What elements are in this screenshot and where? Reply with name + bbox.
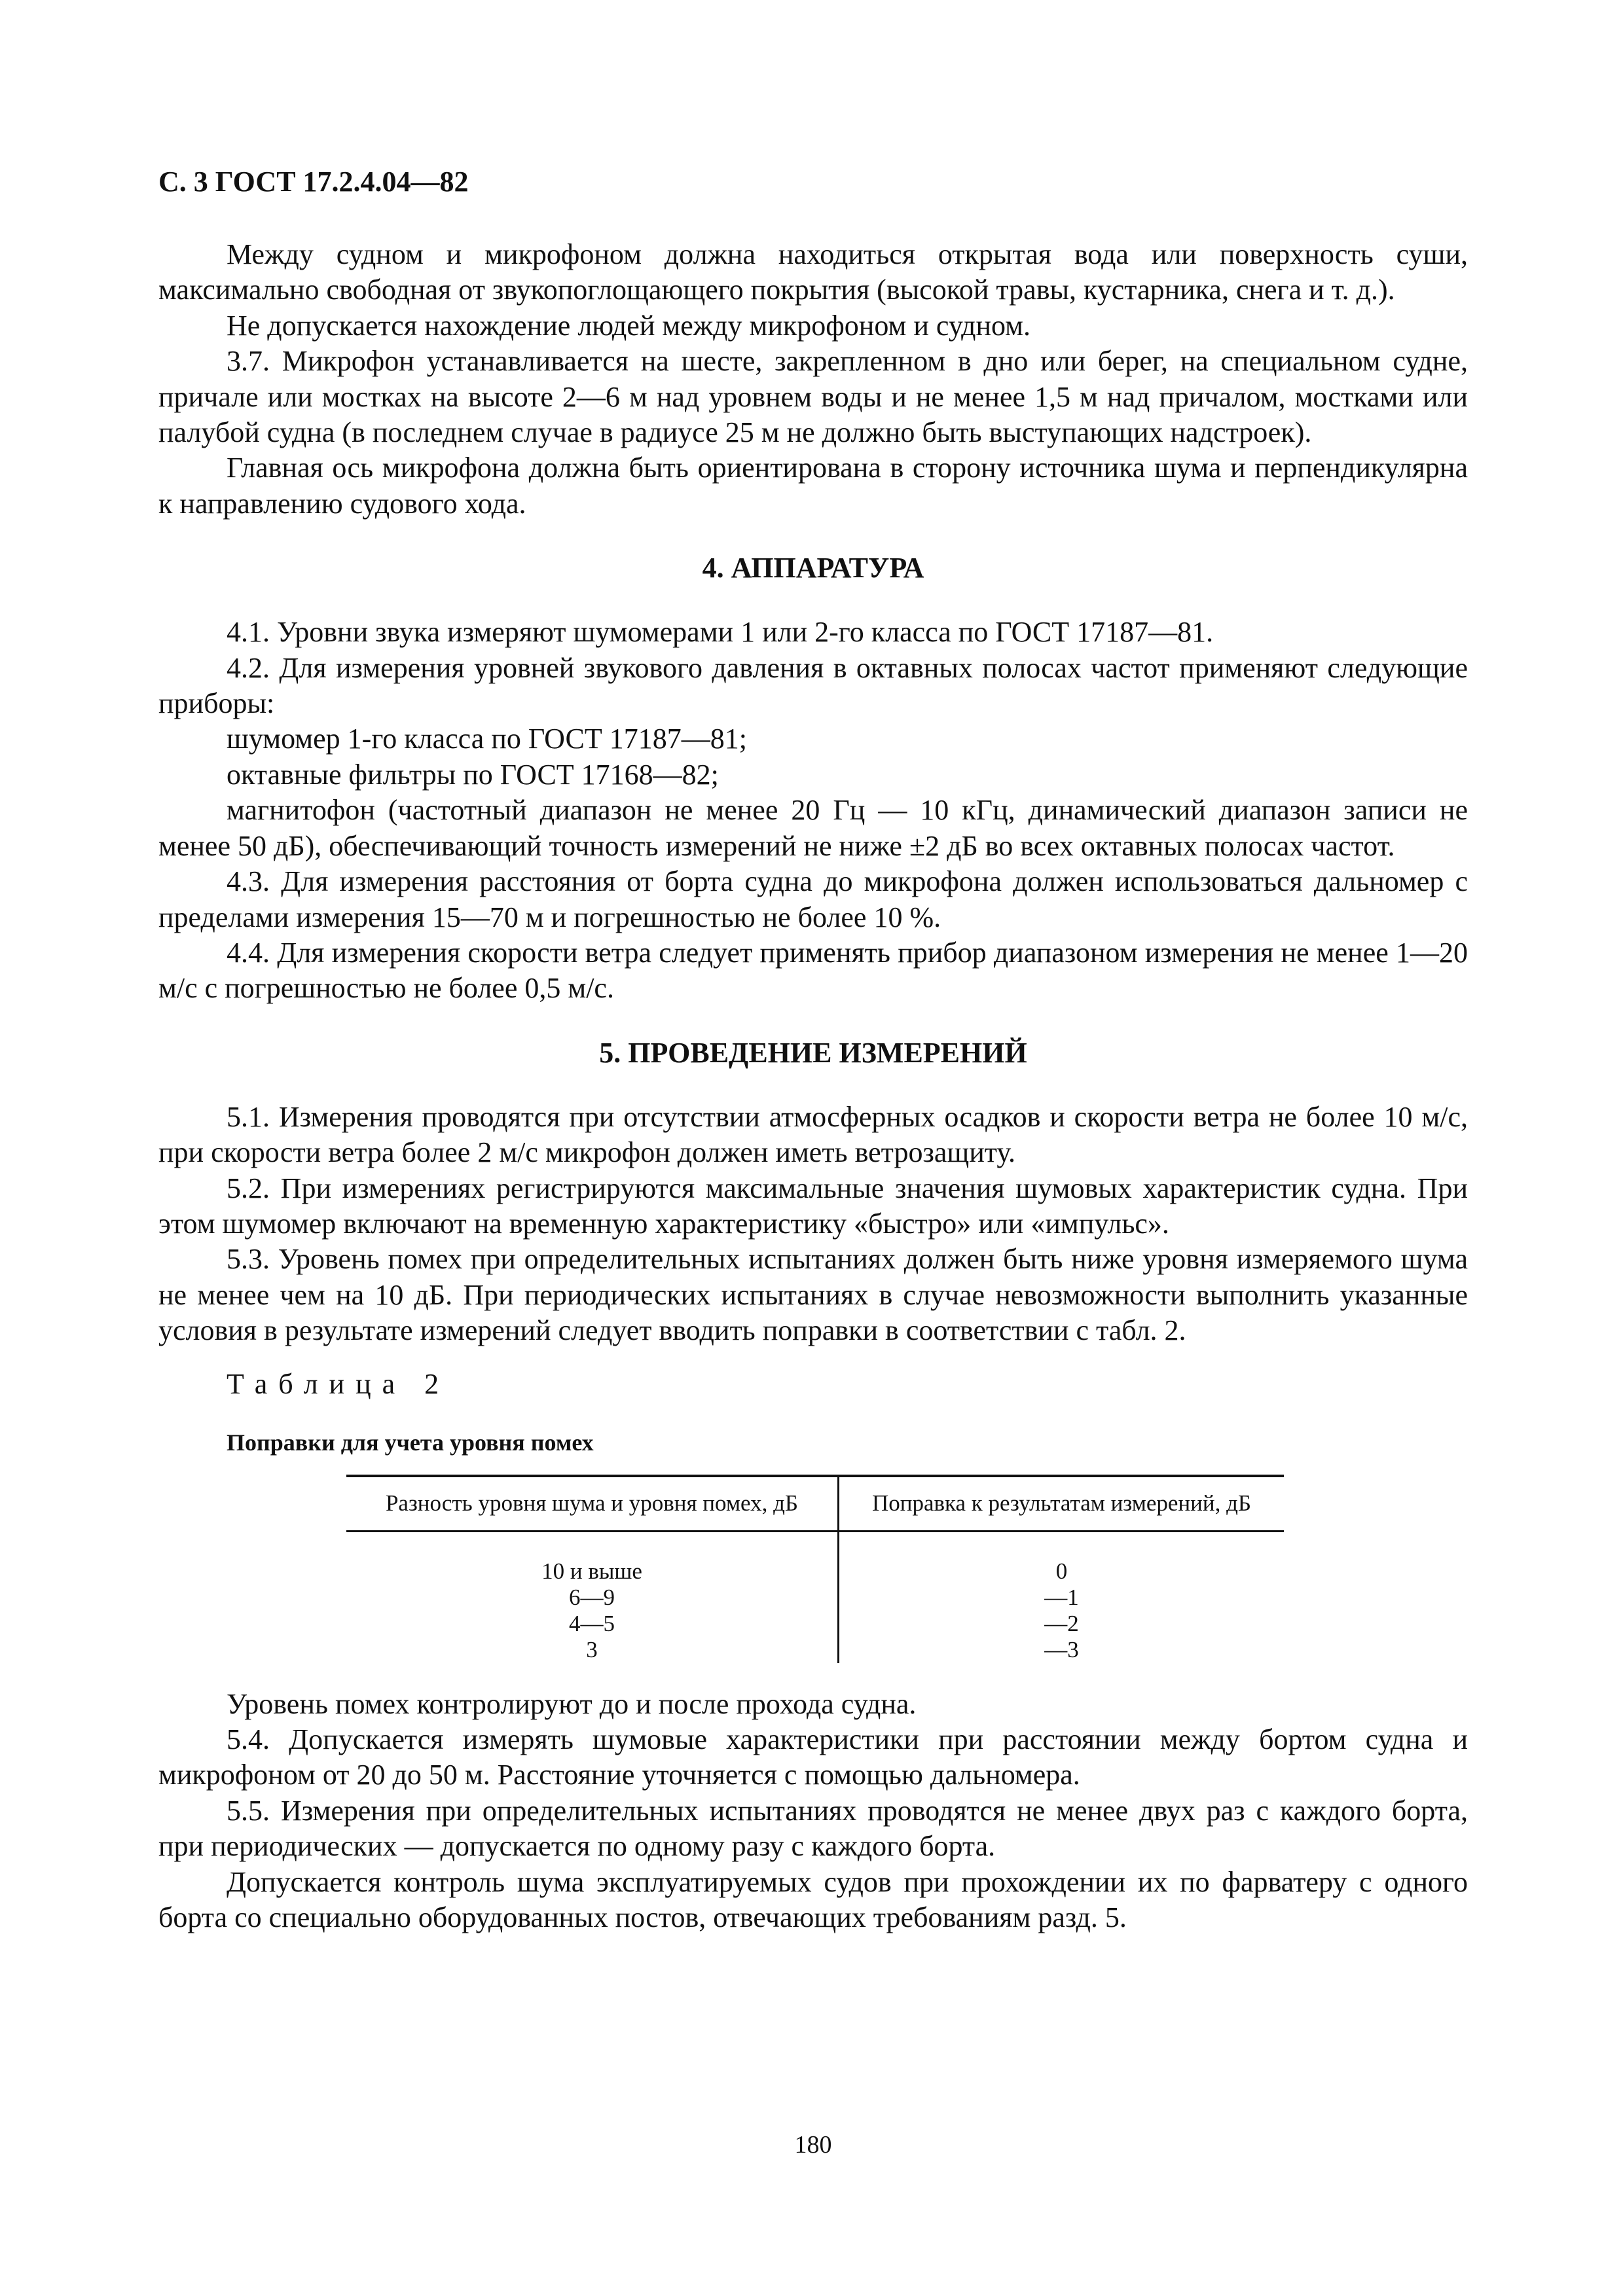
paragraph: Допускается контроль шума эксплуатируемых судов при прохождении их по фарватеру с одного борта со специально оборудованных постов, отвечающих требованиям разд. 5.: [158, 1865, 1468, 1933]
table-row: [346, 1611, 1284, 1637]
paragraph-5-1: 5.1. Измерения проводятся при отсутствии атмосферных осадков и скорости ветра не более 10 м/с, при скорости ветра более 2 м/с микрофон должен иметь ветрозащиту.: [158, 1100, 1468, 1169]
paragraph-5-3: 5.3. Уровень помех при определительных испытаниях должен быть ниже уровня измеряемого шума не менее чем на 10 дБ. При периодических испытаниях в случае невозможности выполнить указанные условия в результате измерений следует вводить поправки в соответствии с табл. 2.: [158, 1243, 1468, 1347]
table-title: Поправки для учета уровня помех: [227, 1429, 594, 1456]
table-cell: —2: [1044, 1610, 1079, 1636]
table-cell: —3: [1044, 1636, 1079, 1662]
list-item: шумомер 1-го класса по ГОСТ 17187—81;: [227, 723, 747, 755]
table-cell: 0: [1055, 1558, 1068, 1584]
table-row: [346, 1531, 1284, 1585]
section-heading-apparatus: 4. АППАРАТУРА: [702, 552, 924, 584]
paragraph-4-3: 4.3. Для измерения расстояния от борта судна до микрофона должен использоваться дальномер с пределами измерения 15—70 м и погрешностью не более 10 %.: [158, 865, 1468, 933]
paragraph: Уровень помех контролируют до и после прохода судна.: [227, 1687, 917, 1720]
paragraph-3-7: 3.7. Микрофон устанавливается на шесте, закрепленном в дно или берег, на специальном судне, причале или мостках на высоте 2—6 м над уровнем воды и не менее 1,5 м над причалом, мостками или палубой судна (в последнем случае в радиусе 25 м не должно быть выступающих надстроек).: [158, 345, 1468, 449]
page-header: С. 3 ГОСТ 17.2.4.04—82: [158, 166, 469, 198]
paragraph-5-5: 5.5. Измерения при определительных испытаниях проводятся не менее двух раз с каждого борта, при периодических — допускается по одному разу с каждого борта.: [158, 1794, 1468, 1863]
table-cell: 3: [346, 1637, 839, 1663]
paragraph: Главная ось микрофона должна быть ориентирована в сторону источника шума и перпендикулярна к направлению судового хода.: [158, 452, 1468, 520]
table-row: [346, 1637, 1284, 1663]
table-cell: 10 и выше: [346, 1531, 839, 1585]
paragraph-5-4: 5.4. Допускается измерять шумовые характеристики при расстоянии между бортом судна и микрофоном от 20 до 50 м. Расстояние уточняется с помощью дальномера.: [158, 1723, 1468, 1791]
document-body: [158, 237, 1468, 1935]
paragraph: Между судном и микрофоном должна находиться открытая вода или поверхность суши, максимально свободная от звукопоглощающего покрытия (высокой травы, кустарника, снега и т. д.).: [158, 238, 1468, 306]
table-cell: 6—9: [346, 1585, 839, 1611]
section-heading-measurements: 5. ПРОВЕДЕНИЕ ИЗМЕРЕНИЙ: [599, 1036, 1027, 1069]
list-item: магнитофон (частотный диапазон не менее 20 Гц — 10 кГц, динамический диапазон записи не менее 50 дБ), обеспечивающий точность измерений не ниже ±2 дБ во всех октавных полосах частот.: [158, 794, 1468, 862]
table-container: [346, 1475, 1284, 1663]
column-header: Поправка к результатам измерений, дБ: [839, 1476, 1285, 1532]
table-cell: 4—5: [346, 1611, 839, 1637]
table-row: [346, 1585, 1284, 1611]
page-number: 180: [794, 2131, 832, 2159]
paragraph-5-2: 5.2. При измерениях регистрируются максимальные значения шумовых характеристик судна. При этом шумомер включают на временную характеристику «быстро» или «импульс».: [158, 1172, 1468, 1240]
paragraph-4-2: 4.2. Для измерения уровней звукового давления в октавных полосах частот применяют следующие приборы:: [158, 651, 1468, 720]
list-item: октавные фильтры по ГОСТ 17168—82;: [227, 758, 719, 791]
paragraph: Не допускается нахождение людей между микрофоном и судном.: [227, 309, 1031, 342]
paragraph-4-4: 4.4. Для измерения скорости ветра следует применять прибор диапазоном измерения не менее 1—20 м/с с погрешностью не более 0,5 м/с.: [158, 936, 1468, 1005]
table-header-row: [346, 1476, 1284, 1532]
corrections-table: [346, 1475, 1284, 1663]
column-header: Разность уровня шума и уровня помех, дБ: [346, 1476, 839, 1532]
paragraph-4-1: 4.1. Уровни звука измеряют шумомерами 1 или 2-го класса по ГОСТ 17187—81.: [227, 616, 1214, 649]
table-cell: —1: [1044, 1584, 1079, 1610]
table-label: Таблица 2: [227, 1367, 450, 1400]
